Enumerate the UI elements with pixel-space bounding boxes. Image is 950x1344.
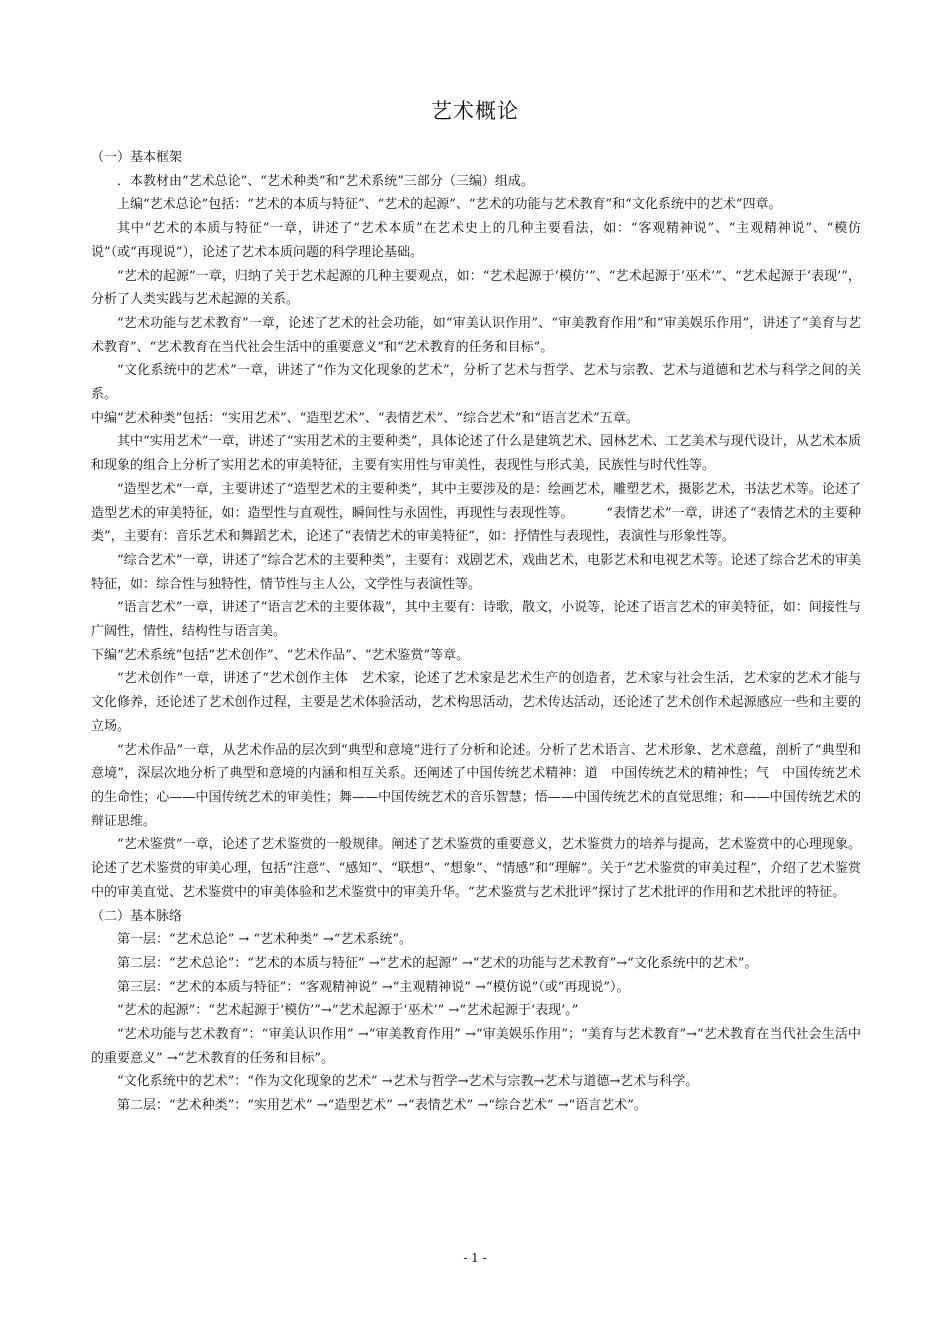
paragraph: ．本教材由“艺术总论”、“艺术种类”和“艺术系统”三部分（三编）组成。 <box>117 173 534 189</box>
paragraph: “艺术功能与艺术教育”一章，论述了艺术的社会功能，如“审美认识作用”、“审美教育作用”和“审美娱乐作用”，讲述了“美育与艺术教育”、“艺术教育在当代社会生活中的重要意义”和“艺术教育的任务和目标”。 <box>91 315 861 355</box>
section-heading: （一）基本框架 <box>91 150 183 165</box>
paragraph: “文化系统中的艺术”一章，讲述了“作为文化现象的艺术”，分析了艺术与哲学、艺术与宗教、艺术与道德和艺术与科学之间的关系。 <box>91 363 861 403</box>
paragraph: “艺术作品”一章，从艺术作品的层次到“典型和意境”进行了分析和论述。分析了艺术语言、艺术形象、艺术意蕴，剖析了“典型和意境”，深层次地分析了典型和意境的内涵和相互关系。还阐述了中国传统艺术精神：道 中国传统艺术的精神性；气 中国传统艺术的生命性；心——中国传统艺术的审美性；舞——中国传统艺术的音乐智慧；悟——中国传统艺术的直觉思维；和——中国传统艺术的辩证思维。 <box>91 742 861 829</box>
paragraph: 第二层：“艺术总论”：“艺术的本质与特征” →“艺术的起源” →“艺术的功能与艺术教育”→“文化系统中的艺术”。 <box>117 955 758 971</box>
paragraph: 第二层：“艺术种类”：“实用艺术” →“造型艺术” →“表情艺术” →“综合艺术” →“语言艺术”。 <box>117 1098 647 1114</box>
paragraph: “艺术的起源”一章，归纳了关于艺术起源的几种主要观点，如：“艺术起源于‘模仿’”、“艺术起源于‘巫术’”、“艺术起源于‘表现’”，分析了人类实践与艺术起源的关系。 <box>91 268 861 308</box>
paragraph: 下编“艺术系统”包括“艺术创作”、“艺术作品”、“艺术鉴赏”等章。 <box>91 647 470 663</box>
paragraph: “艺术功能与艺术教育”：“审美认识作用” →“审美教育作用” →“审美娱乐作用”；“美育与艺术教育”→“艺术教育在当代社会生活中的重要意义” →“艺术教育的任务和目标”。 <box>91 1027 861 1066</box>
paragraph: 第三层：“艺术的本质与特征”：“客观精神说” →“主观精神说” →“模仿说”（或“再现说”）。 <box>117 979 630 995</box>
page-number: - 1 - <box>463 1251 487 1265</box>
paragraph: “文化系统中的艺术”：“作为文化现象的艺术” →艺术与哲学→艺术与宗教→艺术与道德→艺术与科学。 <box>117 1074 699 1090</box>
section-heading: （二）基本脉络 <box>91 908 183 924</box>
paragraph: 上编“艺术总论”包括：“艺术的本质与特征”、“艺术的起源”、“艺术的功能与艺术教育”和“文化系统中的艺术”四章。 <box>117 197 782 213</box>
paragraph: “综合艺术”一章，讲述了“综合艺术的主要种类”，主要有：戏剧艺术，戏曲艺术，电影艺术和电视艺术等。论述了综合艺术的审美特征，如：综合性与独特性，情节性与主人公，文学性与表演性等。 <box>91 552 861 592</box>
paragraph: 其中“艺术的本质与特征”一章，讲述了“艺术本质”在艺术史上的几种主要看法，如：“客观精神说”、“主观精神说”、“模仿说”（或“再现说”），论述了艺术本质问题的科学理论基础。 <box>91 221 861 260</box>
paragraph: “艺术的起源”：“艺术起源于‘模仿’”→“艺术起源于‘巫术’” →“艺术起源于‘表现’。” <box>117 1003 579 1019</box>
document-body <box>91 146 861 1118</box>
paragraph: 其中“实用艺术”一章，讲述了“实用艺术的主要种类”，具体论述了什么是建筑艺术、园林艺术、工艺美术与现代设计，从艺术本质和现象的组合上分析了实用艺术的审美特征，主要有实用性与审美性，表现性与形式美，民族性与时代性等。 <box>91 434 861 474</box>
document-title: 艺术概论 <box>431 99 519 123</box>
paragraph: “艺术创作”一章，讲述了“艺术创作主体 艺术家，论述了艺术家是艺术生产的创造者，艺术家与社会生活，艺术家的艺术才能与文化修养，还论述了艺术创作过程，主要是艺术体验活动，艺术构思活动，艺术传达活动，还论述了艺术创作术起源感应一些和主要的立场。 <box>91 671 861 734</box>
paragraph: 第一层：“艺术总论” → “艺术种类” →“艺术系统”。 <box>117 932 413 948</box>
paragraph: “语言艺术”一章，讲述了“语言艺术的主要体裁”，其中主要有：诗歌，散文，小说等，论述了语言艺术的审美特征，如：间接性与广阔性，情性，结构性与语言美。 <box>91 600 861 640</box>
paragraph: “造型艺术”一章，主要讲述了“造型艺术的主要种类”，其中主要涉及的是：绘画艺术，雕塑艺术，摄影艺术，书法艺术等。论述了造型艺术的审美特征，如：造型性与直观性，瞬间性与永固性，再现性与表现性等。 “表情艺术”一章，讲述了“表情艺术的主要种类”，主要有：音乐艺术和舞蹈艺术，论述了“表情艺术的审美特征”，如：抒情性与表现性，表演性与形象性等。 <box>91 481 861 545</box>
paragraph: “艺术鉴赏”一章，论述了艺术鉴赏的一般规律。阐述了艺术鉴赏的重要意义，艺术鉴赏力的培养与提高，艺术鉴赏中的心理现象。论述了艺术鉴赏的审美心理，包括“注意”、“感知”、“联想”、“想象”、“情感”和“理解”。关于“艺术鉴赏的审美过程”，介绍了艺术鉴赏中的审美直觉、艺术鉴赏中的审美体验和艺术鉴赏中的审美升华。“艺术鉴赏与艺术批评”探讨了艺术批评的作用和艺术批评的特征。 <box>91 837 861 900</box>
paragraph: 中编“艺术种类”包括：“实用艺术”、“造型艺术”、“表情艺术”、“综合艺术”和“语言艺术”五章。 <box>91 410 639 426</box>
